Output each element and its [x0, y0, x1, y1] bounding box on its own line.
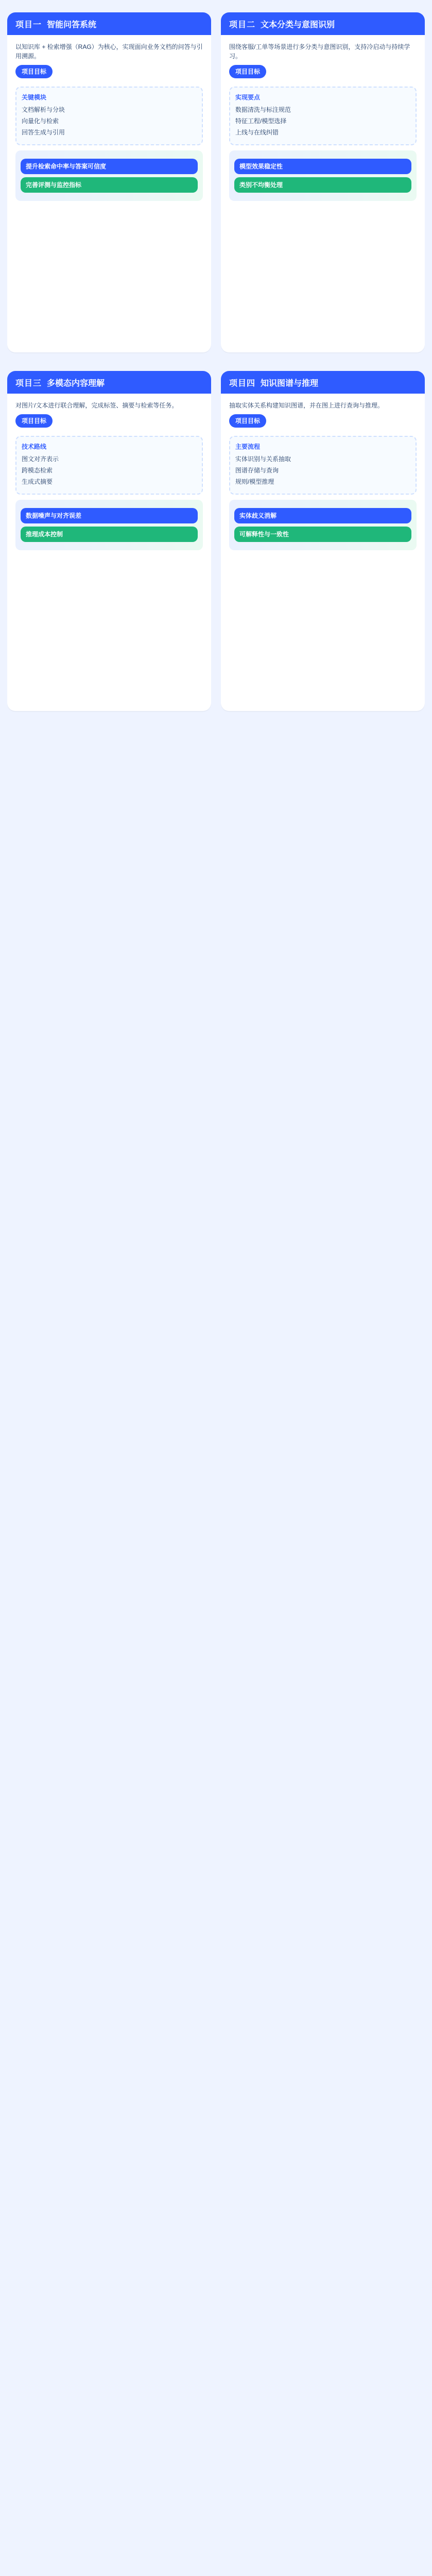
project-label: 项目二	[229, 20, 256, 29]
lesson-line: 提升检索命中率与答案可信度	[21, 159, 198, 174]
project-title: 文本分类与意图识别	[261, 20, 335, 29]
lesson-block	[229, 500, 417, 550]
lesson-block	[15, 500, 203, 550]
lesson-line: 可解释性与一致性	[234, 527, 411, 542]
box-title: 关键模块	[22, 94, 47, 101]
card-body	[7, 35, 211, 209]
bullet: 跨模态检索	[22, 467, 53, 474]
section-pill: 项目目标	[229, 65, 266, 78]
project-label: 项目一	[15, 20, 42, 29]
lesson-line: 类别不均衡处理	[234, 177, 411, 193]
project-card-3	[7, 371, 211, 711]
module-box	[229, 87, 417, 145]
section-pill: 项目目标	[15, 414, 53, 428]
project-label: 项目四	[229, 379, 256, 388]
module-box	[229, 436, 417, 495]
box-title: 主要流程	[235, 443, 261, 450]
card-header	[221, 12, 425, 35]
bullet: 生成式摘要	[22, 478, 53, 485]
bullet: 上线与在线纠错	[235, 129, 279, 136]
lesson-line: 数据噪声与对齐误差	[21, 508, 198, 523]
bullet: 回答生成与引用	[22, 129, 65, 136]
lesson-line: 模型效果稳定性	[234, 159, 411, 174]
bullet: 向量化与检索	[22, 117, 59, 125]
section-pill: 项目目标	[229, 414, 266, 428]
project-title: 知识图谱与推理	[261, 379, 319, 388]
bullet: 数据清洗与标注规范	[235, 106, 291, 113]
bullet: 图文对齐表示	[22, 455, 59, 463]
bullet: 图谱存储与查询	[235, 467, 279, 474]
project-card-4	[221, 371, 425, 711]
project-label: 项目三	[15, 379, 42, 388]
project-card-2	[221, 12, 425, 352]
lesson-block	[15, 150, 203, 201]
card-body	[221, 394, 425, 558]
bullet: 文档解析与分块	[22, 106, 65, 113]
project-title: 多模态内容理解	[47, 379, 105, 388]
project-title: 智能问答系统	[47, 20, 97, 29]
lesson-line: 完善评测与监控指标	[21, 177, 198, 193]
module-box	[15, 87, 203, 145]
project-card-1	[7, 12, 211, 352]
project-intro: 以知识库 + 检索增强（RAG）为核心，实现面向业务文档的问答与引用溯源。	[15, 43, 203, 60]
box-title: 实现要点	[235, 94, 261, 101]
project-intro: 抽取实体关系构建知识图谱，并在图上进行查询与推理。	[229, 402, 384, 409]
bullet: 实体识别与关系抽取	[235, 455, 291, 463]
bullet: 规则/模型推理	[235, 478, 274, 485]
card-header	[7, 371, 211, 394]
box-title: 技术路线	[22, 443, 47, 450]
lesson-block	[229, 150, 417, 201]
card-header	[7, 12, 211, 35]
lesson-line: 实体歧义消解	[234, 508, 411, 523]
card-body	[7, 394, 211, 558]
card-header	[221, 371, 425, 394]
card-body	[221, 35, 425, 209]
section-pill: 项目目标	[15, 65, 53, 78]
module-box	[15, 436, 203, 495]
project-intro: 围绕客服/工单等场景进行多分类与意图识别，支持冷启动与持续学习。	[229, 43, 410, 60]
project-intro: 对图片/文本进行联合理解，完成标签、摘要与检索等任务。	[15, 402, 178, 409]
bullet: 特征工程/模型选择	[235, 117, 287, 125]
lesson-line: 推理成本控制	[21, 527, 198, 542]
